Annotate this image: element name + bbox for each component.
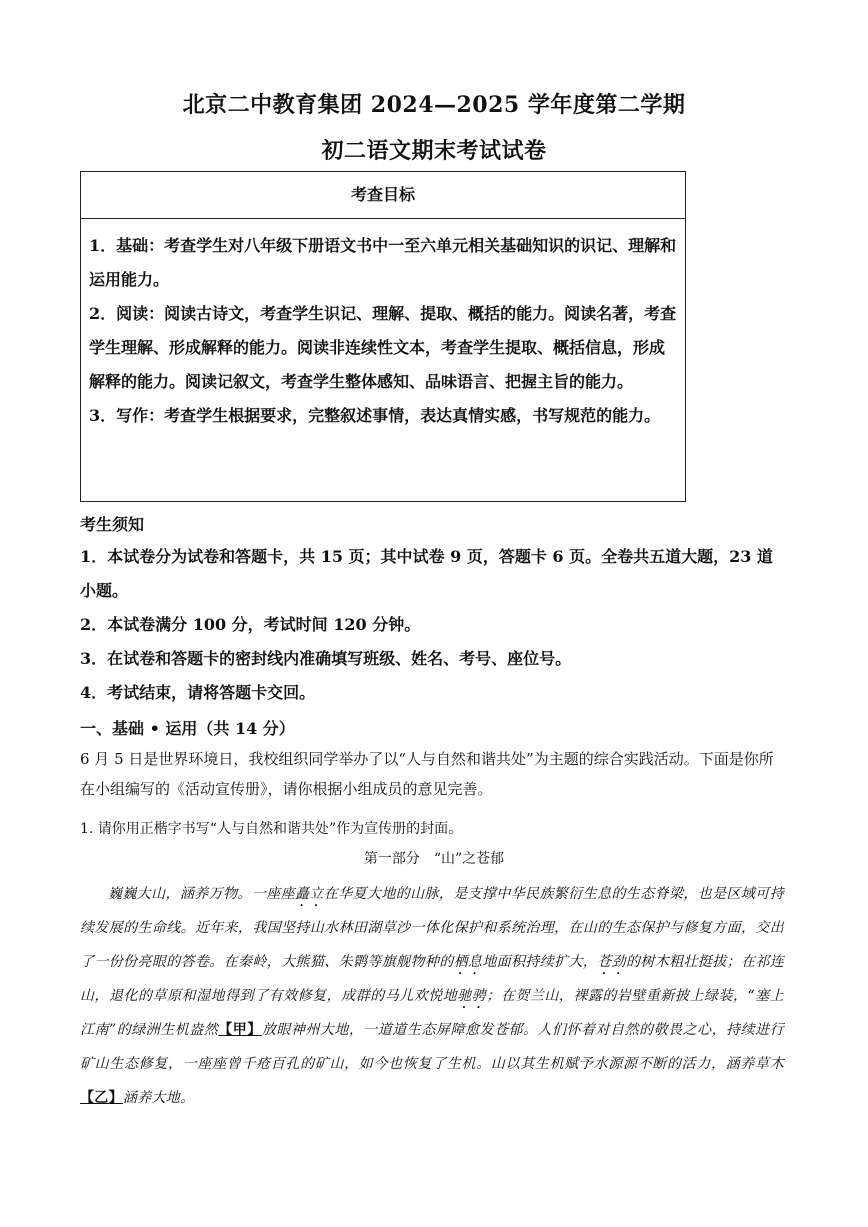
passage-text: 涵养大地。 — [122, 1090, 195, 1106]
section-intro: 6 月 5 日是世界环境日，我校组织同学举办了以“人与自然和谐共处”为主题的综合实践活动。下面是你所在小组编写的《活动宣传册》，请你根据小组成员的意见完善。 — [80, 750, 774, 798]
dotted-word: 驰骋 — [457, 988, 487, 1004]
objective-item: 2．阅读：阅读古诗文，考查学生识记、理解、提取、概括的能力。阅读名著，考查学生理解、形成解释的能力。阅读非连续性文本，考查学生提取、概括信息，形成解释的能力。阅读记叙文，考查学生整体感知、品味语言、把握主旨的能力。 — [89, 304, 677, 391]
objective-item: 3．写作：考查学生根据要求，完整叙述事情，表达真情实感，书写规范的能力。 — [89, 406, 661, 425]
objective-item: 1．基础：考查学生对八年级下册语文书中一至六单元相关基础知识的识记、理解和运用能力。 — [89, 236, 677, 289]
objectives-heading: 考查目标 — [81, 172, 685, 219]
passage-text: ；在贺兰山，裸露的岩壁重新披上绿装，“塞上江南”的绿洲生机盎然 — [80, 988, 784, 1038]
exam-title-line1: 北京二中教育集团 2024—2025 学年度第二学期 — [182, 92, 686, 118]
blank-marker-jia: 【甲】 — [218, 1022, 262, 1038]
passage-text: 地面积持续扩大， — [482, 954, 598, 970]
passage-text: 的树木粗壮挺拔；在祁连山，退化的草原和湿地得到了有效修复，成群的马儿欢悦地 — [80, 954, 784, 1004]
dotted-word: 栖息 — [453, 954, 483, 970]
dotted-word: 苍劲 — [597, 954, 627, 970]
notice-item: 1．本试卷分为试卷和答题卡，共 15 页；其中试卷 9 页，答题卡 6 页。全卷共五道大题，23 道小题。 — [80, 547, 773, 600]
passage-paragraph — [80, 877, 784, 1115]
notice-item: 4．考试结束，请将答题卡交回。 — [80, 683, 316, 702]
section-heading: 一、基础 • 运用（共 14 分） — [80, 719, 295, 738]
blank-marker-yi: 【乙】 — [80, 1090, 123, 1106]
passage-text: 放眼神州大地，一道道生态屏障愈发苍郁。人们怀着对自然的敬畏之心，持续进行矿山生态修复，一座座曾千疮百孔的矿山，如今也恢复了生机。山以其生机赋予水源源不断的活力，涵养草木 — [80, 1022, 784, 1072]
exam-title-line2: 初二语文期末考试试卷 — [321, 138, 547, 164]
notice-item: 3．在试卷和答题卡的密封线内准确填写班级、姓名、考号、座位号。 — [80, 649, 572, 668]
objectives-body — [81, 219, 685, 433]
objectives-table — [80, 171, 686, 502]
notice-list — [80, 540, 784, 710]
notice-item: 2．本试卷满分 100 分，考试时间 120 分钟。 — [80, 615, 421, 634]
dotted-word: 矗立 — [295, 886, 324, 902]
question-1: 1. 请你用正楷字书写“人与自然和谐共处”作为宣传册的封面。 — [80, 821, 463, 837]
reading-passage — [80, 877, 784, 1115]
passage-text: 巍巍大山，涵养万物。一座座 — [108, 886, 295, 902]
passage-text: 在华夏大地的山脉，是支撑中华民族繁衍生息的生态脊梁，也是区域可持续发展的生命线。近年来，我国坚持山水林田湖草沙一体化保护和系统治理，在山的生态保护与修复方面，交出了一份份亮眼的答卷。在秦岭，大熊猫、朱鹮等旗舰物种的 — [80, 886, 784, 970]
part-title: 第一部分 “山”之苍郁 — [363, 851, 505, 867]
notice-heading: 考生须知 — [80, 515, 145, 534]
